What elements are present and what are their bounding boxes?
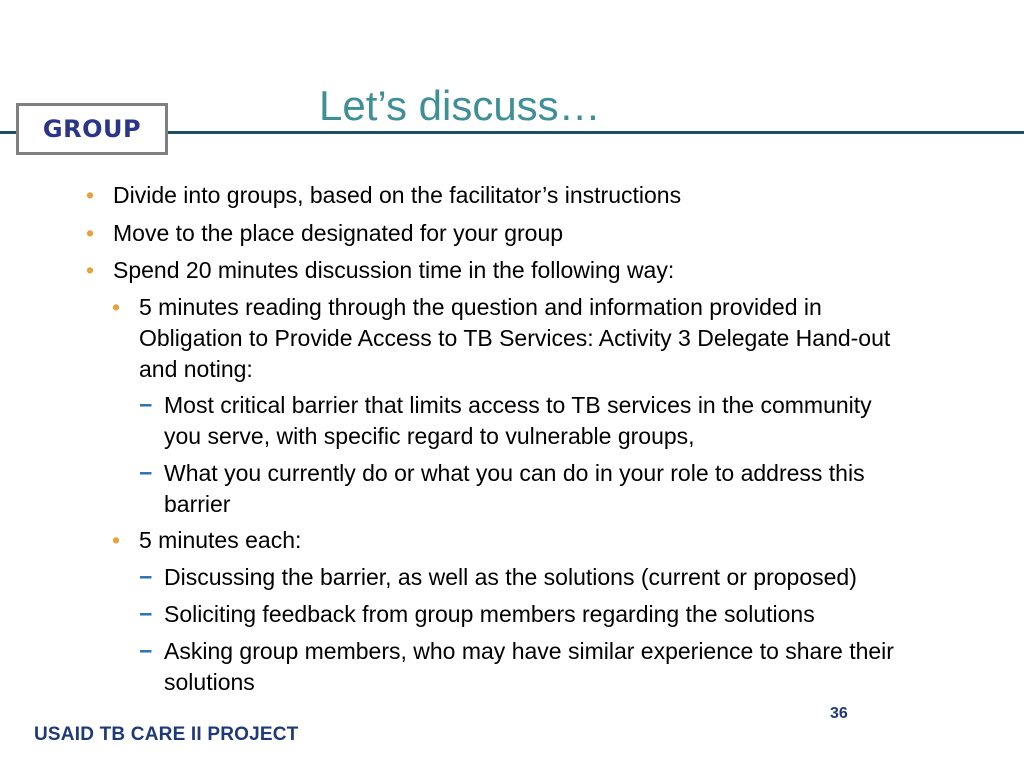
- list-item-line: you serve, with specific regard to vulnerable groups,: [164, 423, 695, 449]
- list-item: Move to the place designated for your group: [113, 220, 564, 246]
- list-item: Divide into groups, based on the facilitator’s instructions: [113, 182, 682, 208]
- dash-marker: −: [139, 638, 153, 664]
- page-number: 36: [830, 705, 848, 722]
- dash-marker: −: [139, 392, 153, 418]
- slide-title: Let’s discuss…: [319, 82, 601, 129]
- dash-marker: −: [139, 564, 153, 590]
- list-item-line: Soliciting feedback from group members regarding the solutions: [164, 601, 815, 627]
- list-item-line: solutions: [164, 669, 255, 695]
- list-item-line: Obligation to Provide Access to TB Services: Activity 3 Delegate Hand-out: [139, 325, 891, 351]
- group-tag: [16, 103, 168, 155]
- bullet-marker: •: [86, 220, 95, 246]
- bullet-marker: •: [112, 527, 121, 553]
- list-item-line: and noting:: [139, 356, 253, 382]
- list-item-line: 5 minutes each:: [139, 527, 302, 553]
- list-item-line: 5 minutes reading through the question and information provided in: [139, 294, 822, 320]
- dash-marker: −: [139, 460, 153, 486]
- bullet-marker: •: [112, 294, 121, 320]
- list-item-line: Discussing the barrier, as well as the solutions (current or proposed): [164, 564, 857, 590]
- list-item-line: What you currently do or what you can do in your role to address this: [164, 460, 865, 486]
- bullet-marker: •: [86, 257, 95, 283]
- list-item-line: Most critical barrier that limits access to TB services in the community: [164, 392, 872, 418]
- list-item: Spend 20 minutes discussion time in the following way:: [113, 257, 675, 283]
- list-item-line: barrier: [164, 491, 231, 517]
- list-item-line: Asking group members, who may have similar experience to share their: [164, 638, 894, 664]
- dash-marker: −: [139, 601, 153, 627]
- footer-brand: USAID TB CARE II PROJECT: [34, 724, 299, 745]
- bullet-marker: •: [86, 182, 95, 208]
- group-tag-label: GROUP: [42, 115, 142, 143]
